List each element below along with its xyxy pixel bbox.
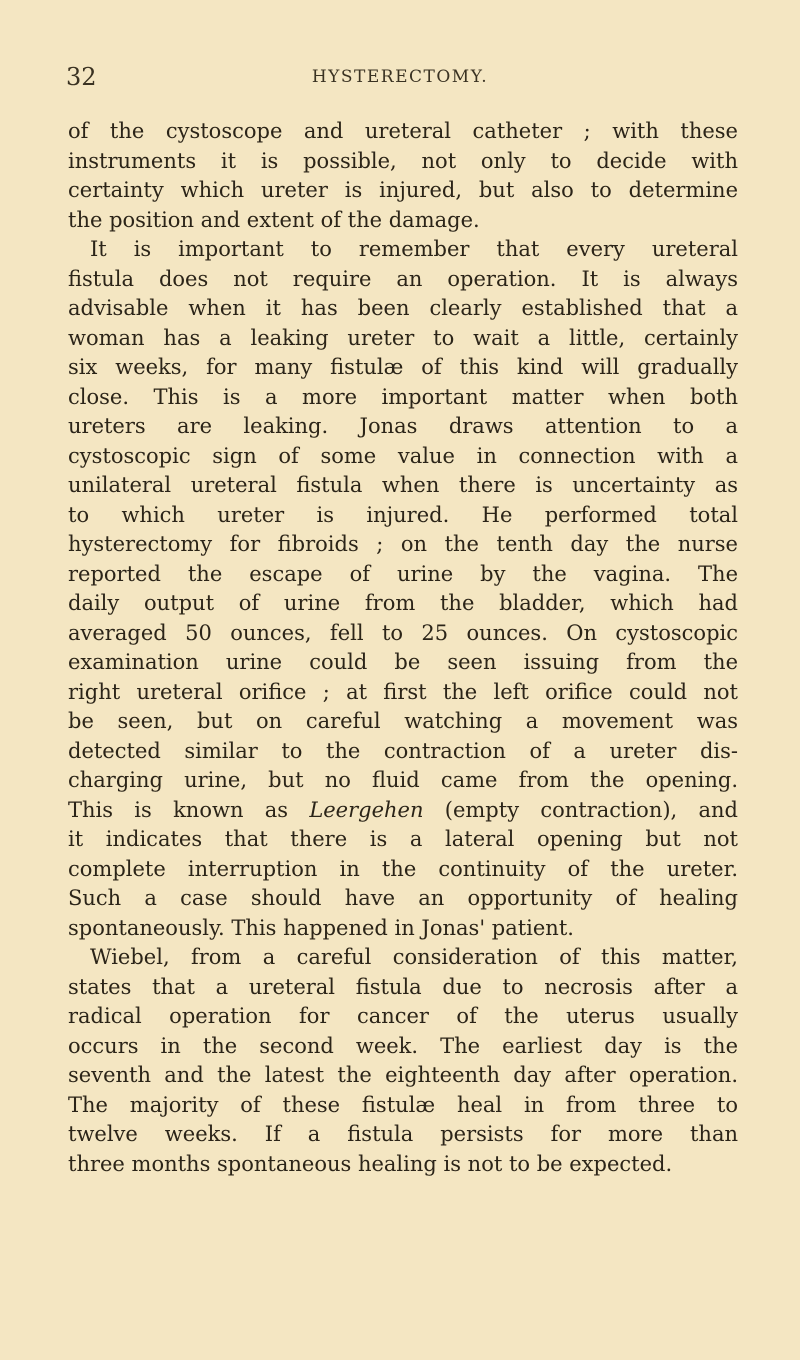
text-line: twelve weeks. If a fistula persists for more than: [68, 1122, 738, 1146]
text-line: be seen, but on careful watching a movement was: [68, 709, 738, 733]
text-line: charging urine, but no fluid came from the opening.: [68, 768, 738, 792]
text-line: The majority of these fistulæ heal in from three to: [68, 1092, 738, 1117]
running-head: HYSTERECTOMY.: [311, 67, 489, 87]
italic-term: Leergehen: [309, 797, 424, 822]
page-number: 32: [66, 63, 97, 91]
text-line: instruments it is possible, not only to decide with: [68, 148, 738, 173]
text-line: detected similar to the contraction of a ureter dis-: [68, 738, 738, 763]
text-line: right ureteral orifice ; at first the left orifice could not: [68, 679, 738, 704]
text-line: reported the escape of urine by the vagina. The: [68, 561, 738, 586]
text-line: examination urine could be seen issuing from the: [68, 650, 738, 674]
text-line: six weeks, for many fistulæ of this kind will gradually: [68, 355, 738, 379]
text-line: close. This is a more important matter when both: [68, 384, 738, 409]
text-line: it indicates that there is a lateral opening but not: [68, 827, 738, 851]
text-line: unilateral ureteral fistula when there is uncertainty as: [68, 473, 738, 497]
text-line: cystoscopic sign of some value in connection with a: [68, 443, 738, 468]
text-line: advisable when it has been clearly established that a: [68, 296, 738, 320]
text-line: certainty which ureter is injured, but also to determine: [68, 178, 738, 202]
page-header: [66, 62, 734, 92]
text-line: seventh and the latest the eighteenth day after operation.: [68, 1063, 738, 1087]
text-line: fistula does not require an operation. It is always: [68, 266, 738, 291]
text-line: Such a case should have an opportunity of healing: [68, 886, 738, 910]
text-line: woman has a leaking ureter to wait a little, certainly: [68, 325, 738, 350]
text-line: averaged 50 ounces, fell to 25 ounces. On cystoscopic: [68, 620, 738, 645]
text-line-with-italic: [68, 796, 738, 826]
text-line: three months spontaneous healing is not to be expected.: [68, 1151, 673, 1176]
text-line: Wiebel, from a careful consideration of this matter,: [90, 945, 738, 969]
text-line: radical operation for cancer of the uterus usually: [68, 1004, 738, 1028]
text-line: hysterectomy for fibroids ; on the tenth day the nurse: [68, 532, 738, 556]
body-text: [68, 117, 738, 1179]
text-run: This is known as: [68, 797, 310, 822]
text-line: spontaneously. This happened in Jonas' patient.: [68, 915, 574, 940]
text-line: to which ureter is injured. He performed total: [68, 502, 738, 527]
text-run: (empty contraction), and: [423, 797, 738, 822]
text-line: occurs in the second week. The earliest day is the: [68, 1033, 738, 1058]
text-line: states that a ureteral fistula due to necrosis after a: [68, 974, 738, 999]
text-line: daily output of urine from the bladder, which had: [68, 591, 738, 615]
text-line: of the cystoscope and ureteral catheter ; with these: [68, 119, 738, 143]
text-line: complete interruption in the continuity of the ureter.: [68, 856, 738, 881]
text-line: the position and extent of the damage.: [68, 207, 480, 232]
text-line: It is important to remember that every ureteral: [90, 237, 738, 261]
text-line: ureters are leaking. Jonas draws attention to a: [68, 414, 738, 438]
